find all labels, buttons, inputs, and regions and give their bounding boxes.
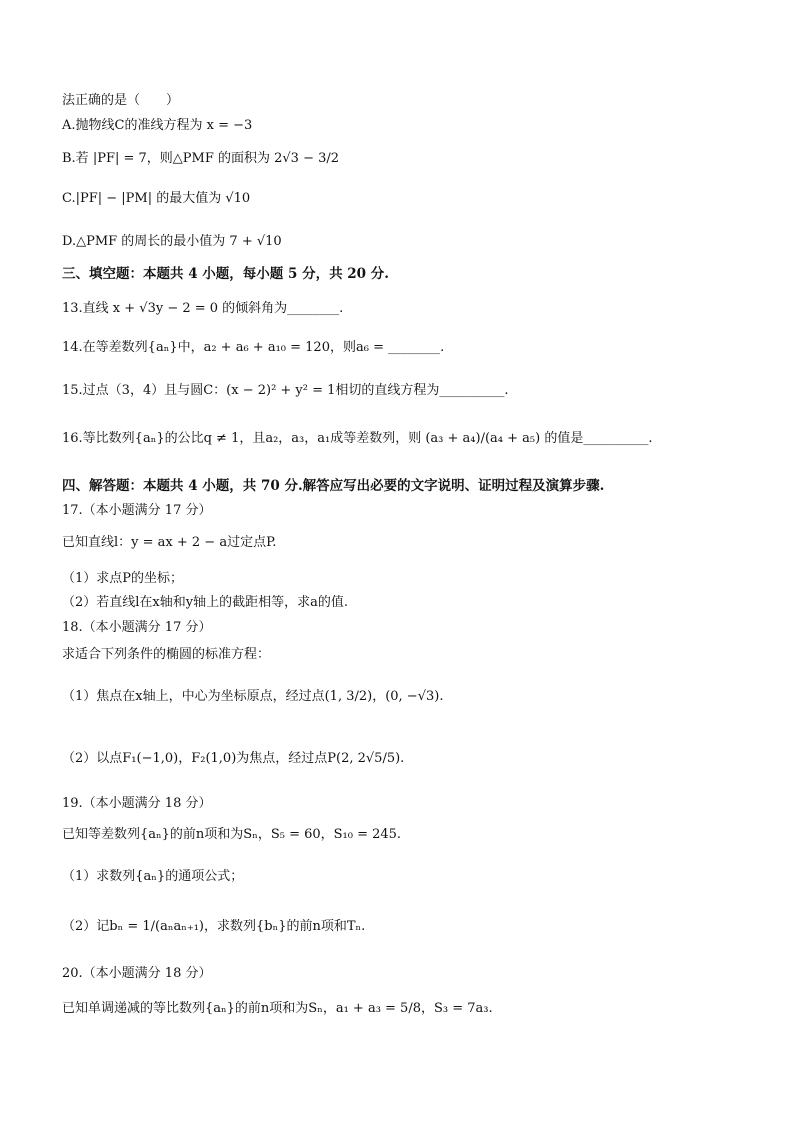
- section3-title: 三、填空题：本题共 4 小题，每小题 5 分，共 20 分.: [62, 266, 389, 282]
- q12-option-a: A.抛物线C的准线方程为 x = −3: [62, 118, 253, 133]
- q18-part1: （1）焦点在x轴上，中心为坐标原点，经过点(1, 3/2)，(0, −√3).: [62, 689, 444, 704]
- q19-stem: 已知等差数列{aₙ}的前n项和为Sₙ，S₅ = 60，S₁₀ = 245.: [62, 827, 402, 842]
- q15: 15.过点（3，4）且与圆C：(x − 2)² + y² = 1相切的直线方程为__________.: [62, 383, 509, 398]
- q17-header: 17.（本小题满分 17 分）: [62, 503, 212, 518]
- q12-option-d: D.△PMF 的周长的最小值为 7 + √10: [62, 234, 282, 249]
- q13: 13.直线 x + √3y − 2 = 0 的倾斜角为________.: [62, 301, 344, 316]
- q12-option-c: C.|PF| − |PM| 的最大值为 √10: [62, 191, 251, 206]
- section4-title: 四、解答题：本题共 4 小题，共 70 分.解答应写出必要的文字说明、证明过程及演算步骤.: [62, 478, 605, 494]
- q19-header: 19.（本小题满分 18 分）: [62, 796, 212, 811]
- q19-part2: （2）记bₙ = 1/(aₙaₙ₊₁)，求数列{bₙ}的前n项和Tₙ.: [62, 919, 366, 934]
- q12-stem-tail: 法正确的是（ ）: [62, 93, 180, 108]
- q20-header: 20.（本小题满分 18 分）: [62, 966, 212, 981]
- q12-option-b: B.若 |PF| = 7，则△PMF 的面积为 2√3 − 3/2: [62, 151, 340, 166]
- q17-part2: （2）若直线l在x轴和y轴上的截距相等，求a的值.: [62, 595, 348, 610]
- q17-stem: 已知直线l：y = ax + 2 − a过定点P.: [62, 535, 277, 550]
- q16: 16.等比数列{aₙ}的公比q ≠ 1，且a₂，a₃，a₁成等差数列，则 (a₃ + a₄)/(a₄ + a₅) 的值是__________.: [62, 431, 653, 446]
- q17-part1: （1）求点P的坐标；: [62, 571, 184, 586]
- q14: 14.在等差数列{aₙ}中，a₂ + a₆ + a₁₀ = 120，则a₆ = ________.: [62, 340, 445, 355]
- q20-stem: 已知单调递减的等比数列{aₙ}的前n项和为Sₙ，a₁ + a₃ = 5/8，S₃ = 7a₃.: [62, 1001, 493, 1016]
- q18-part2: （2）以点F₁(−1,0)，F₂(1,0)为焦点，经过点P(2, 2√5/5).: [62, 751, 405, 766]
- q18-header: 18.（本小题满分 17 分）: [62, 620, 212, 635]
- q18-stem: 求适合下列条件的椭圆的标准方程：: [62, 647, 271, 662]
- q19-part1: （1）求数列{aₙ}的通项公式；: [62, 869, 244, 884]
